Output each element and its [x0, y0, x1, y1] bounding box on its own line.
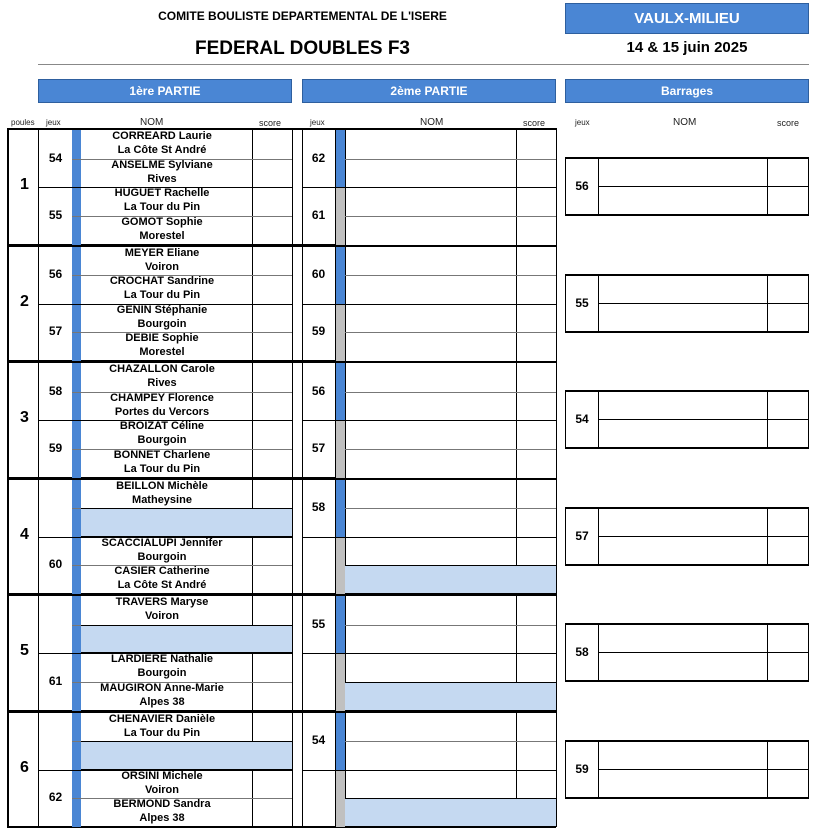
player-name: CHENAVIER Danièle [108, 712, 216, 725]
player-name: ORSINI Michele [121, 769, 203, 782]
col-header-jeux-2: jeux [310, 118, 325, 127]
player-name: ANSELME Sylviane [111, 158, 213, 171]
header-divider [38, 64, 809, 65]
competition-title: FEDERAL DOUBLES F3 [194, 38, 410, 59]
barrage-divider [768, 419, 808, 420]
round2-right [556, 594, 557, 711]
round2-right [556, 711, 557, 828]
player-club: Voiron [144, 783, 179, 796]
round2-left [302, 245, 303, 362]
round-divider [292, 361, 293, 478]
round2-jeu-number: 61 [311, 207, 326, 222]
col-header-nom-1: NOM [140, 117, 164, 128]
jeu-number: 58 [48, 383, 63, 398]
barrage-jeu-number: 58 [566, 625, 599, 680]
barrage-jeu-number: 54 [566, 392, 599, 447]
player-club: Voiron [144, 610, 179, 622]
poule-divider [38, 128, 39, 245]
barrage-divider [599, 303, 768, 304]
barrage-jeu-number: 56 [566, 159, 599, 214]
jeu-number: 56 [48, 267, 63, 282]
round2-score-divider [516, 245, 517, 362]
round2-left [302, 711, 303, 828]
round2-row-divider [345, 216, 556, 217]
player-name: HUGUET Rachelle [114, 187, 210, 200]
col-header-poules: poules [11, 118, 35, 127]
player-club: Rives [147, 172, 177, 185]
round2-left [302, 361, 303, 478]
col-header-jeux-3: jeux [575, 118, 590, 127]
barrage-divider [599, 419, 768, 420]
loser-strip [336, 420, 345, 477]
jeu-number: 54 [48, 150, 63, 165]
round2-left [302, 478, 303, 595]
round-divider [292, 594, 293, 711]
winner-strip [336, 713, 345, 770]
round2-left [302, 128, 303, 245]
barrage-divider [599, 652, 768, 653]
player-club: La Tour du Pin [123, 289, 201, 302]
barrage-divider [768, 769, 808, 770]
player-name: BROIZAT Céline [119, 420, 205, 433]
player-name: CASIER Catherine [114, 565, 210, 578]
score-divider [252, 361, 253, 478]
round2-row-divider [345, 332, 556, 333]
barrage-divider [768, 186, 808, 187]
barrage-divider [768, 536, 808, 537]
player-name: CHAZALLON Carole [109, 363, 215, 375]
poule-divider [38, 478, 39, 595]
poule-number: 2 [20, 292, 29, 310]
jeu-number: 60 [48, 557, 63, 572]
round2-jeu-number: 54 [311, 733, 326, 748]
barrage-jeu-number: 59 [566, 742, 599, 797]
section-second-round: 2ème PARTIE [302, 79, 556, 103]
round2-row-divider [302, 304, 556, 305]
barrage-divider [599, 536, 768, 537]
jeu-number: 61 [48, 673, 63, 688]
round2-jeu-number: 60 [311, 267, 326, 282]
bye-slot [81, 508, 292, 537]
round2-jeu-number: 62 [311, 150, 326, 165]
player-club: Bourgoin [137, 667, 187, 680]
player-name: CORREARD Laurie [112, 130, 212, 142]
poule-number: 6 [20, 758, 29, 776]
player-club: Alpes 38 [139, 812, 185, 825]
player-name: GOMOT Sophie [121, 215, 203, 228]
round2-row-divider [302, 537, 556, 538]
barrage-divider [599, 769, 768, 770]
poule-divider [38, 245, 39, 362]
winner-strip [336, 363, 345, 420]
poule-divider [38, 594, 39, 711]
player-name: BEILLON Michèle [116, 479, 208, 492]
round2-score-divider [516, 128, 517, 245]
round2-left [302, 594, 303, 711]
round2-right [556, 478, 557, 595]
round2-right [556, 128, 557, 245]
player-name: TRAVERS Maryse [115, 596, 209, 608]
poule-divider [38, 711, 39, 828]
player-name: CROCHAT Sandrine [109, 275, 215, 288]
round2-score-divider [516, 361, 517, 478]
poule-divider [38, 361, 39, 478]
round2-jeu-number: 57 [311, 440, 326, 455]
round2-row-divider [302, 420, 556, 421]
player-name: GENIN Stéphanie [116, 303, 208, 316]
col-header-score-2: score [523, 118, 546, 128]
loser-strip [336, 770, 345, 827]
jeu-number: 57 [48, 324, 63, 339]
barrage-box [565, 623, 809, 682]
barrage-box [565, 274, 809, 333]
round2-row-divider [302, 187, 556, 188]
player-club: La Tour du Pin [123, 462, 201, 475]
organisation-title: COMITE BOULISTE DEPARTEMENTAL DE L'ISERE [158, 9, 447, 23]
col-header-nom-3: NOM [673, 117, 697, 128]
round2-row-divider [302, 770, 556, 771]
player-club: Voiron [144, 260, 179, 273]
barrage-box [565, 390, 809, 449]
player-club: Alpes 38 [139, 695, 185, 708]
player-club: Bourgoin [137, 317, 187, 330]
score-divider [252, 245, 253, 362]
bye-slot [81, 625, 292, 654]
jeu-number: 62 [48, 790, 63, 805]
round2-row-divider [345, 392, 556, 393]
player-club: Morestel [139, 229, 185, 242]
barrage-box [565, 740, 809, 799]
player-name: MAUGIRON Anne-Marie [100, 681, 224, 694]
player-club: Bourgoin [137, 434, 187, 447]
bye-slot [81, 741, 292, 770]
round2-jeu-number: 58 [311, 500, 326, 515]
round-divider [292, 128, 293, 245]
barrage-divider [768, 652, 808, 653]
round-divider [292, 711, 293, 828]
winner-strip [336, 130, 345, 187]
round2-bye-slot [345, 682, 556, 711]
round2-row-divider [345, 275, 556, 276]
col-header-nom-2: NOM [420, 117, 444, 128]
player-name: CHAMPEY Florence [110, 391, 214, 404]
poule-number: 3 [20, 409, 29, 427]
poule-number: 5 [20, 642, 29, 660]
round2-row-divider [345, 625, 556, 626]
round2-bye-slot [345, 798, 556, 827]
loser-strip [336, 187, 345, 244]
player-club: La Côte St André [117, 579, 207, 592]
player-name: MEYER Eliane [124, 246, 200, 259]
round2-row-divider [302, 653, 556, 654]
winner-strip [336, 596, 345, 653]
round-divider [292, 245, 293, 362]
player-name: BONNET Charlene [113, 448, 211, 461]
col-header-jeux-1: jeux [46, 118, 61, 127]
round2-bye-slot [345, 565, 556, 594]
col-header-score-3: score [777, 118, 800, 128]
barrage-box [565, 157, 809, 216]
player-club: Portes du Vercors [114, 405, 210, 418]
loser-strip [336, 537, 345, 594]
player-name: DEBIE Sophie [125, 332, 199, 345]
player-name: BERMOND Sandra [113, 798, 211, 811]
score-divider [252, 128, 253, 245]
winner-strip [336, 247, 345, 304]
round2-jeu-number: 55 [311, 616, 326, 631]
player-club: Rives [147, 377, 177, 389]
player-name: SCACCIALUPI Jennifer [101, 536, 223, 549]
round2-right [556, 361, 557, 478]
player-club: La Tour du Pin [123, 726, 201, 739]
barrage-divider [768, 303, 808, 304]
round-divider [292, 478, 293, 595]
jeu-number: 55 [48, 207, 63, 222]
barrage-divider [599, 186, 768, 187]
round2-row-divider [345, 508, 556, 509]
loser-strip [336, 653, 345, 710]
jeu-number: 59 [48, 440, 63, 455]
round2-jeu-number: 59 [311, 324, 326, 339]
event-dates: 14 & 15 juin 2025 [626, 39, 748, 56]
section-first-round: 1ère PARTIE [38, 79, 292, 103]
poule-number: 4 [20, 525, 29, 543]
loser-strip [336, 304, 345, 361]
player-club: Morestel [139, 346, 185, 359]
barrage-jeu-number: 57 [566, 509, 599, 564]
player-club: La Tour du Pin [123, 201, 201, 214]
player-name: LARDIERE Nathalie [110, 653, 214, 666]
barrage-box [565, 507, 809, 566]
barrage-jeu-number: 55 [566, 276, 599, 331]
round2-row-divider [345, 741, 556, 742]
player-club: Bourgoin [137, 550, 187, 563]
round2-row-divider [345, 449, 556, 450]
player-club: Matheysine [132, 493, 192, 506]
venue-banner: VAULX-MILIEU [565, 3, 809, 34]
round2-row-divider [345, 159, 556, 160]
player-club: La Côte St André [117, 144, 207, 156]
round2-right [556, 245, 557, 362]
winner-strip [336, 480, 345, 537]
section-barrages: Barrages [565, 79, 809, 103]
poule-number: 1 [20, 176, 29, 194]
col-header-score-1: score [259, 118, 282, 128]
round2-jeu-number: 56 [311, 383, 326, 398]
